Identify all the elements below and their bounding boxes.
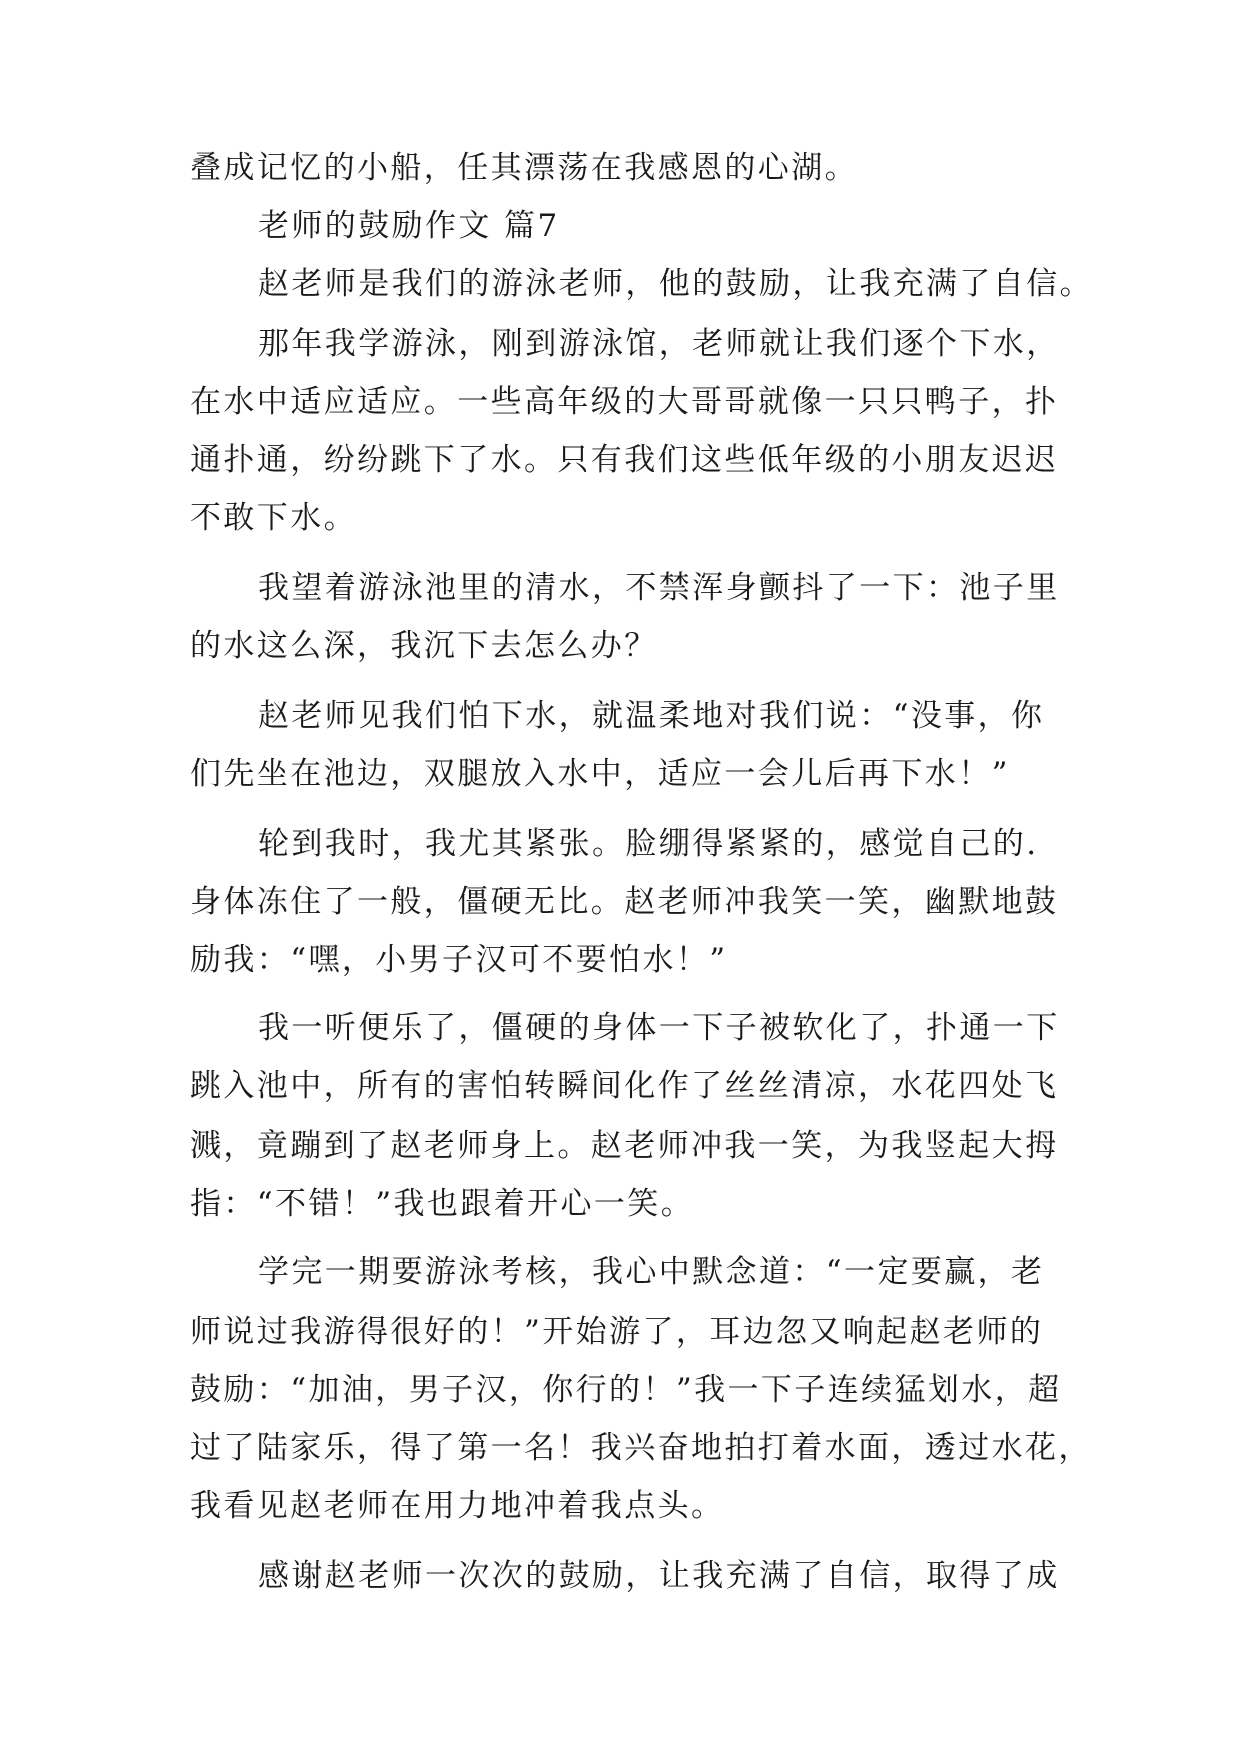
text-line: 过了陆家乐，得了第一名！我兴奋地拍打着水面，透过水花，	[190, 1430, 1092, 1466]
text-line: 我看见赵老师在用力地冲着我点头。	[190, 1488, 725, 1524]
text-line: 溅，竟蹦到了赵老师身上。赵老师冲我一笑，为我竖起大拇	[190, 1128, 1059, 1164]
text-line: 指：“不错！”我也跟着开心一笑。	[190, 1186, 695, 1222]
text-line: 那年我学游泳，刚到游泳馆，老师就让我们逐个下水，	[258, 326, 1060, 362]
text-line: 鼓励：“加油，男子汉，你行的！”我一下子连续猛划水，超	[190, 1372, 1062, 1408]
text-line: 励我：“嘿，小男子汉可不要怕水！”	[190, 942, 728, 978]
section-heading: 老师的鼓励作文 篇7	[258, 208, 560, 244]
text-line: 身体冻住了一般，僵硬无比。赵老师冲我笑一笑，幽默地鼓	[190, 884, 1059, 920]
text-line: 的水这么深，我沉下去怎么办？	[190, 628, 658, 664]
text-line: 们先坐在池边，双腿放入水中，适应一会儿后再下水！”	[190, 756, 1010, 792]
text-line: 师说过我游得很好的！”开始游了，耳边忽又响起赵老师的	[190, 1314, 1044, 1350]
text-line: 赵老师是我们的游泳老师，他的鼓励，让我充满了自信。	[258, 266, 1093, 302]
text-line: 不敢下水。	[190, 500, 357, 536]
text-line: 学完一期要游泳考核，我心中默念道：“一定要赢，老	[258, 1254, 1045, 1290]
text-line: 轮到我时，我尤其紧张。脸绷得紧紧的，感觉自己的.	[258, 826, 1039, 862]
text-line: 赵老师见我们怕下水，就温柔地对我们说：“没事，你	[258, 698, 1045, 734]
text-line: 在水中适应适应。一些高年级的大哥哥就像一只只鸭子，扑	[190, 384, 1059, 420]
text-line: 感谢赵老师一次次的鼓励，让我充满了自信，取得了成	[258, 1558, 1060, 1594]
text-line: 跳入池中，所有的害怕转瞬间化作了丝丝清凉，水花四处飞	[190, 1068, 1059, 1104]
text-line: 我一听便乐了，僵硬的身体一下子被软化了，扑通一下	[258, 1010, 1060, 1046]
text-line: 通扑通，纷纷跳下了水。只有我们这些低年级的小朋友迟迟	[190, 442, 1059, 478]
text-line: 我望着游泳池里的清水，不禁浑身颤抖了一下：池子里	[258, 570, 1060, 606]
text-line: 叠成记忆的小船，任其漂荡在我感恩的心湖。	[190, 150, 858, 186]
